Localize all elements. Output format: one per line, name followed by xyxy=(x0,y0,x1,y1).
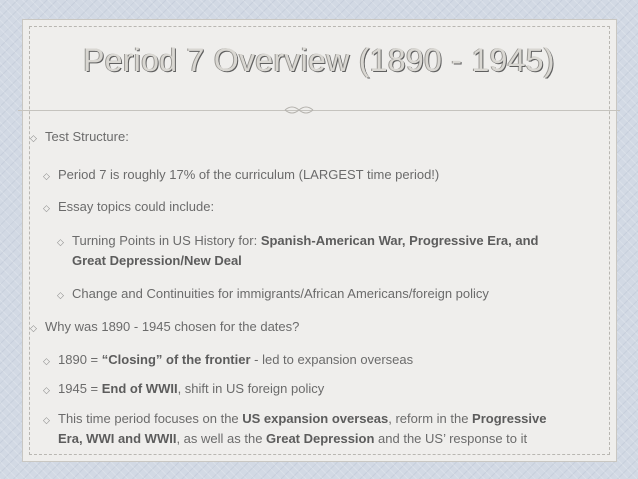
list-item: Test Structure: xyxy=(45,129,129,144)
bullet-icon: ◇ xyxy=(43,171,50,181)
bullet-icon: ◇ xyxy=(43,203,50,213)
bullet-icon: ◇ xyxy=(57,290,64,300)
bullet-icon: ◇ xyxy=(43,356,50,366)
bullet-icon: ◇ xyxy=(43,385,50,395)
list-item: Turning Points in US History for: Spanish-American War, Progressive Era, and Great Depression/New Deal xyxy=(72,233,539,268)
list-item: Essay topics could include: xyxy=(58,199,215,214)
list-item: Period 7 is roughly 17% of the curriculum (LARGEST time period!) xyxy=(58,167,440,182)
list-item: Why was 1890 - 1945 chosen for the dates? xyxy=(45,319,300,334)
list-item: 1890 = “Closing” of the frontier - led to expansion overseas xyxy=(58,352,414,367)
bullet-icon: ◇ xyxy=(30,133,37,143)
bullet-icon: ◇ xyxy=(57,237,64,247)
list-item: Change and Continuities for immigrants/African Americans/foreign policy xyxy=(72,286,489,301)
bullet-icon: ◇ xyxy=(43,415,50,425)
slide-title: Period 7 Overview (1890 - 1945) xyxy=(83,42,555,78)
bullet-icon: ◇ xyxy=(30,323,37,333)
list-item: This time period focuses on the US expansion overseas, reform in the Progressive Era, WWI and WWII, as well as the Great Depression and the US’ response to it xyxy=(58,411,547,446)
list-item: 1945 = End of WWII, shift in US foreign policy xyxy=(58,381,325,396)
